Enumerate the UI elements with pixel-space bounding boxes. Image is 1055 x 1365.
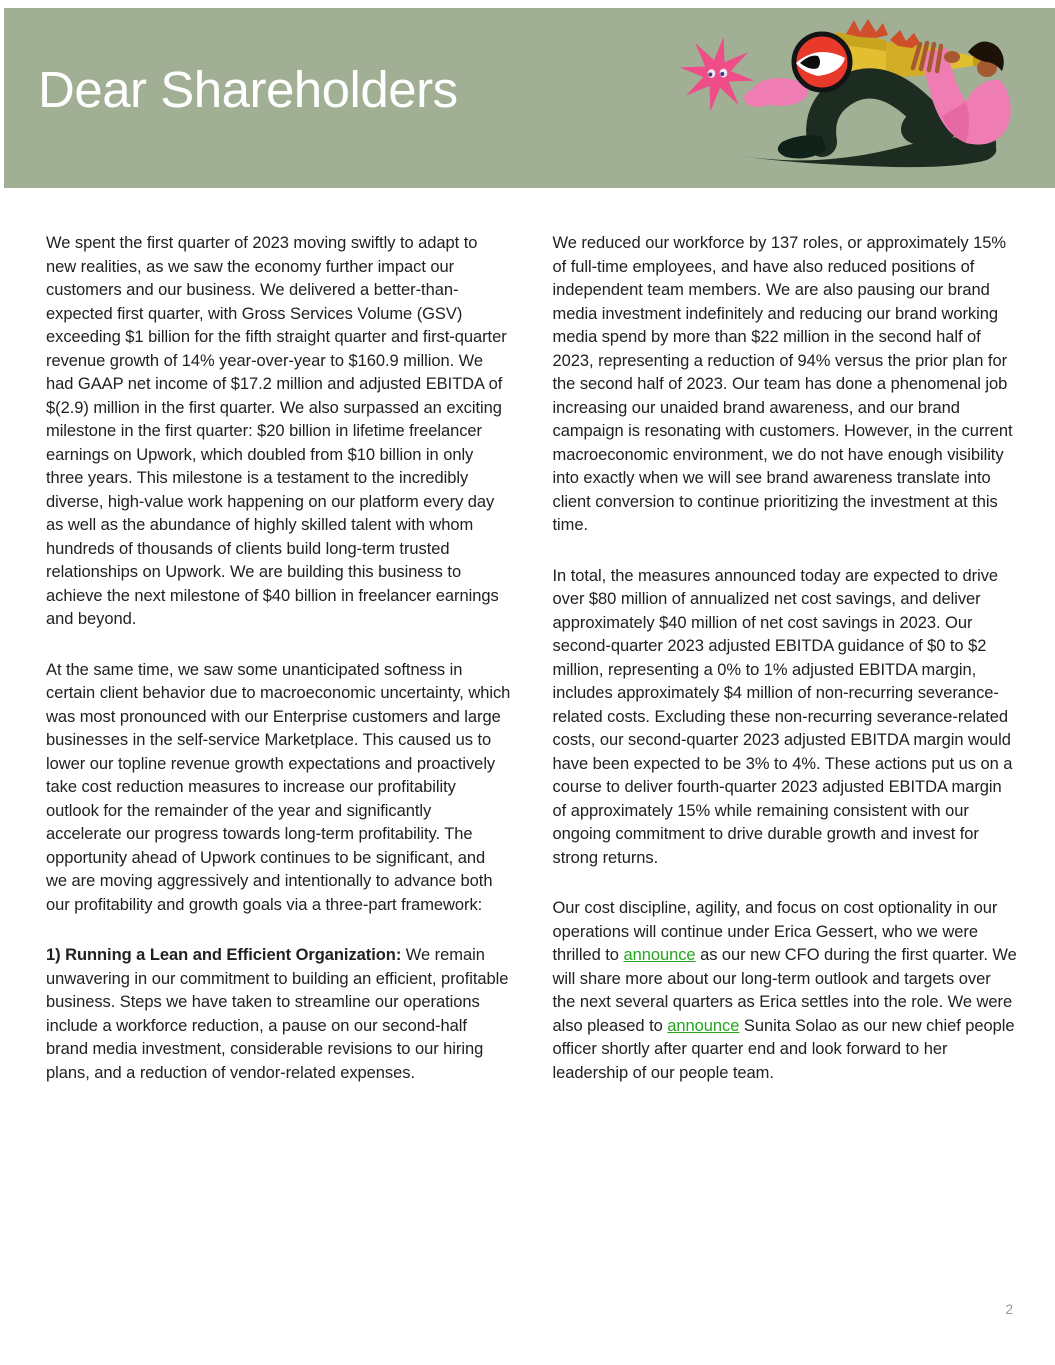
letter-column-right — [553, 232, 1018, 1112]
paragraph: 1) Running a Lean and Efficient Organization: We remain unwavering in our commitment to building an efficient, profitable business. Steps we have taken to streamline our operations include a workforce reduction, a pause on our second-half brand media investment, considerable revisions to our hiring plans, and a reduction of vendor-related expenses. — [46, 946, 509, 1082]
letter-column-left — [46, 232, 511, 1112]
bold-lead-in: 1) Running a Lean and Efficient Organization: — [46, 946, 402, 964]
page-number: 2 — [1005, 1302, 1013, 1317]
header-banner — [4, 8, 1055, 188]
person-figure — [742, 19, 1011, 167]
telescope-illustration — [650, 10, 1055, 186]
paragraph: In total, the measures announced today are expected to drive over $80 million of annualized net cost savings, and deliver approximately $40 million of net cost savings in 2023. Our second-quarter 2023 adjusted EBITDA guidance of $0 to $2 million, representing a 0% to 1% adjusted EBITDA margin, includes approximately $4 million of non-recurring severance-related costs. Excluding these non-recurring severance-related costs, our second-quarter 2023 adjusted EBITDA margin would have been expected to be 3% to 4%. These actions put us on a course to deliver fourth-quarter 2023 adjusted EBITDA margin of approximately 15% while remaining consistent with our ongoing commitment to drive durable growth and invest for strong returns. — [552, 566, 1013, 867]
starburst-icon — [680, 37, 755, 112]
eye-icon — [794, 34, 850, 90]
paragraph: We spent the first quarter of 2023 moving swiftly to adapt to new realities, as we saw the economy further impact our customers and our business. We delivered a better-than-expected first quarter, with Gross Services Volume (GSV) exceeding $1 billion for the fifth straight quarter and first-quarter revenue growth of 14% year-over-year to $160.9 million. We had GAAP net income of $17.2 million and adjusted EBITDA of $(2.9) million in the first quarter. We also surpassed an exciting milestone in the first quarter: $20 billion in lifetime freelancer earnings on Upwork, which doubled from $10 billion in only three years. This milestone is a testament to the incredibly diverse, high-value work happening on our platform every day as well as the abundance of highly skilled talent with whom hundreds of thousands of clients build long-term trusted relationships on Upwork. We are building this business to achieve the next milestone of $40 billion in freelancer earnings and beyond. — [46, 234, 507, 628]
announce-link[interactable]: announce — [623, 946, 696, 964]
paragraph: Our cost discipline, agility, and focus on cost optionality in our operations will continue under Erica Gessert, who we were thrilled to announce as our new CFO during the first quarter. We will share more about our long-term outlook and targets over the next several quarters as Erica settles into the role. We were also pleased to announce Sunita Solao as our new chief people officer shortly after quarter end and look forward to her leadership of our people team. — [552, 899, 1017, 1082]
paragraph: We reduced our workforce by 137 roles, or approximately 15% of full-time employees, and have also reduced positions of independent team members. We are also pausing our brand media investment indefinitely and reducing our brand working media spend by more than $22 million in the second half of 2023, representing a reduction of 94% versus the prior plan for the second half of 2023. Our team has done a phenomenal job increasing our unaided brand awareness, and our brand campaign is resonating with customers. However, in the current macroeconomic environment, we do not have enough visibility into exactly when we will see brand awareness translate into client conversion to continue prioritizing the investment at this time. — [552, 234, 1013, 534]
paragraph: At the same time, we saw some unanticipated softness in certain client behavior due to macroeconomic uncertainty, which was most pronounced with our Enterprise customers and large businesses in the self-service Marketplace. This caused us to lower our topline revenue growth expectations and proactively take cost reduction measures to increase our profitability outlook for the remainder of the year and significantly accelerate our progress towards long-term profitability. The opportunity ahead of Upwork continues to be significant, and we are moving aggressively and intentionally to advance both our profitability and growth goals via a three-part framework: — [46, 660, 511, 914]
letter-body — [0, 188, 1055, 1112]
page-title: Dear Shareholders — [38, 61, 458, 118]
announce-link[interactable]: announce — [667, 1016, 740, 1035]
